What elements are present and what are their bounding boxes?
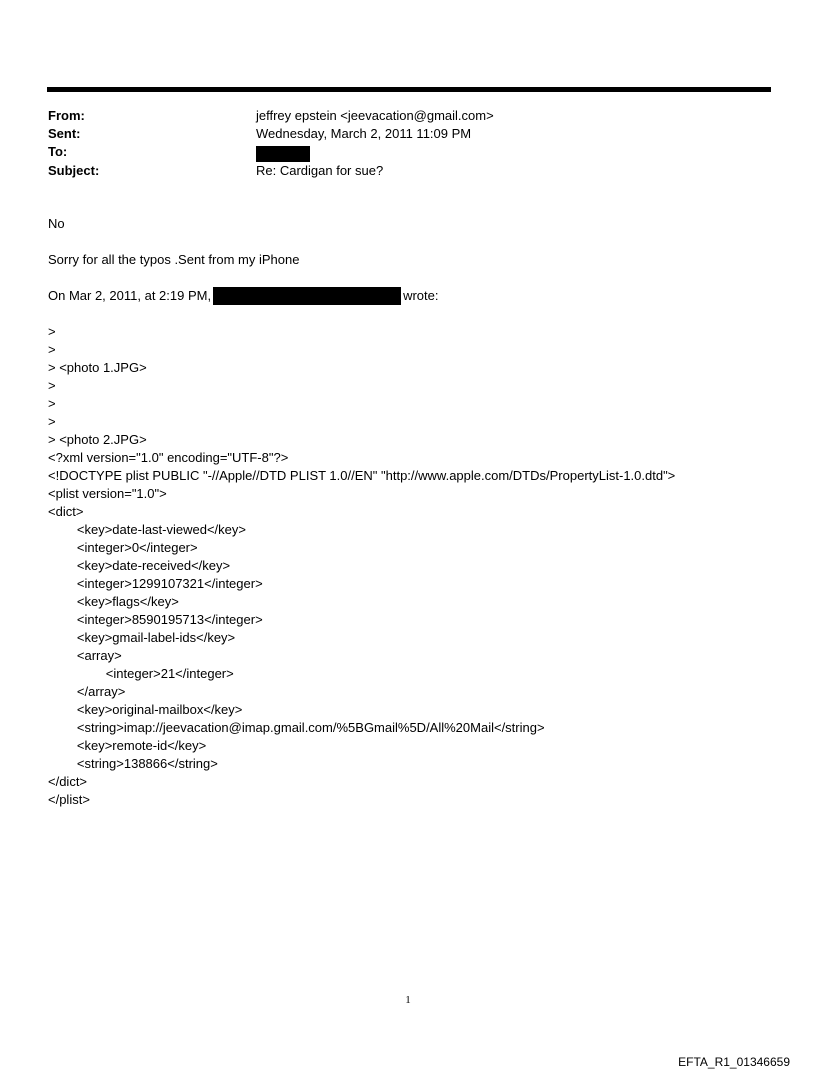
reply-text: No bbox=[48, 216, 65, 231]
xml-line: <integer>21</integer> bbox=[48, 666, 234, 681]
xml-line: <integer>1299107321</integer> bbox=[48, 576, 263, 591]
xml-line: </plist> bbox=[48, 792, 90, 807]
subject-row bbox=[48, 162, 748, 180]
xml-line: <key>flags</key> bbox=[48, 594, 179, 609]
xml-line: <string>imap://jeevacation@imap.gmail.com/%5BGmail%5D/All%20Mail</string> bbox=[48, 720, 545, 735]
quote-attribution bbox=[48, 287, 438, 305]
quoted-line: > bbox=[48, 342, 56, 357]
xml-line: <dict> bbox=[48, 504, 84, 519]
quoted-line: > <photo 1.JPG> bbox=[48, 360, 147, 375]
redaction-block bbox=[213, 287, 401, 305]
xml-line: <key>date-last-viewed</key> bbox=[48, 522, 246, 537]
subject-value: Re: Cardigan for sue? bbox=[256, 163, 384, 178]
quote-suffix: wrote: bbox=[403, 288, 439, 303]
to-label: To: bbox=[48, 144, 68, 159]
from-label: From: bbox=[48, 108, 85, 123]
xml-line: <string>138866</string> bbox=[48, 756, 218, 771]
xml-line: <integer>8590195713</integer> bbox=[48, 612, 263, 627]
xml-line: <key>date-received</key> bbox=[48, 558, 231, 573]
xml-line: <?xml version="1.0" encoding="UTF-8"?> bbox=[48, 450, 289, 465]
bates-id: EFTA_R1_01346659 bbox=[678, 1055, 790, 1069]
signature-text: Sorry for all the typos .Sent from my iPhone bbox=[48, 252, 300, 267]
xml-line: <!DOCTYPE plist PUBLIC "-//Apple//DTD PLIST 1.0//EN" "http://www.apple.com/DTDs/PropertyList-1.0.dtd"> bbox=[48, 468, 676, 483]
page-number: 1 bbox=[405, 994, 411, 1006]
subject-label: Subject: bbox=[48, 163, 100, 178]
to-row bbox=[48, 143, 748, 161]
xml-line: <plist version="1.0"> bbox=[48, 486, 167, 501]
quoted-line: > <photo 2.JPG> bbox=[48, 432, 147, 447]
xml-line: <key>original-mailbox</key> bbox=[48, 702, 243, 717]
xml-line: <array> bbox=[48, 648, 122, 663]
from-value: jeffrey epstein <jeevacation@gmail.com> bbox=[256, 108, 494, 123]
to-value bbox=[256, 143, 310, 162]
sent-label: Sent: bbox=[48, 126, 81, 141]
sent-value: Wednesday, March 2, 2011 11:09 PM bbox=[256, 126, 472, 141]
sent-row bbox=[48, 125, 748, 143]
from-row bbox=[48, 107, 748, 125]
xml-line: <key>gmail-label-ids</key> bbox=[48, 630, 236, 645]
xml-line: <integer>0</integer> bbox=[48, 540, 198, 555]
xml-line: </array> bbox=[48, 684, 126, 699]
xml-line: </dict> bbox=[48, 774, 88, 789]
xml-line: <key>remote-id</key> bbox=[48, 738, 207, 753]
quoted-line: > bbox=[48, 378, 56, 393]
quoted-line: > bbox=[48, 324, 56, 339]
header-rule bbox=[47, 87, 771, 92]
quoted-line: > bbox=[48, 414, 56, 429]
quoted-line: > bbox=[48, 396, 56, 411]
quote-prefix: On Mar 2, 2011, at 2:19 PM, bbox=[48, 288, 212, 303]
redaction-block bbox=[256, 146, 310, 162]
